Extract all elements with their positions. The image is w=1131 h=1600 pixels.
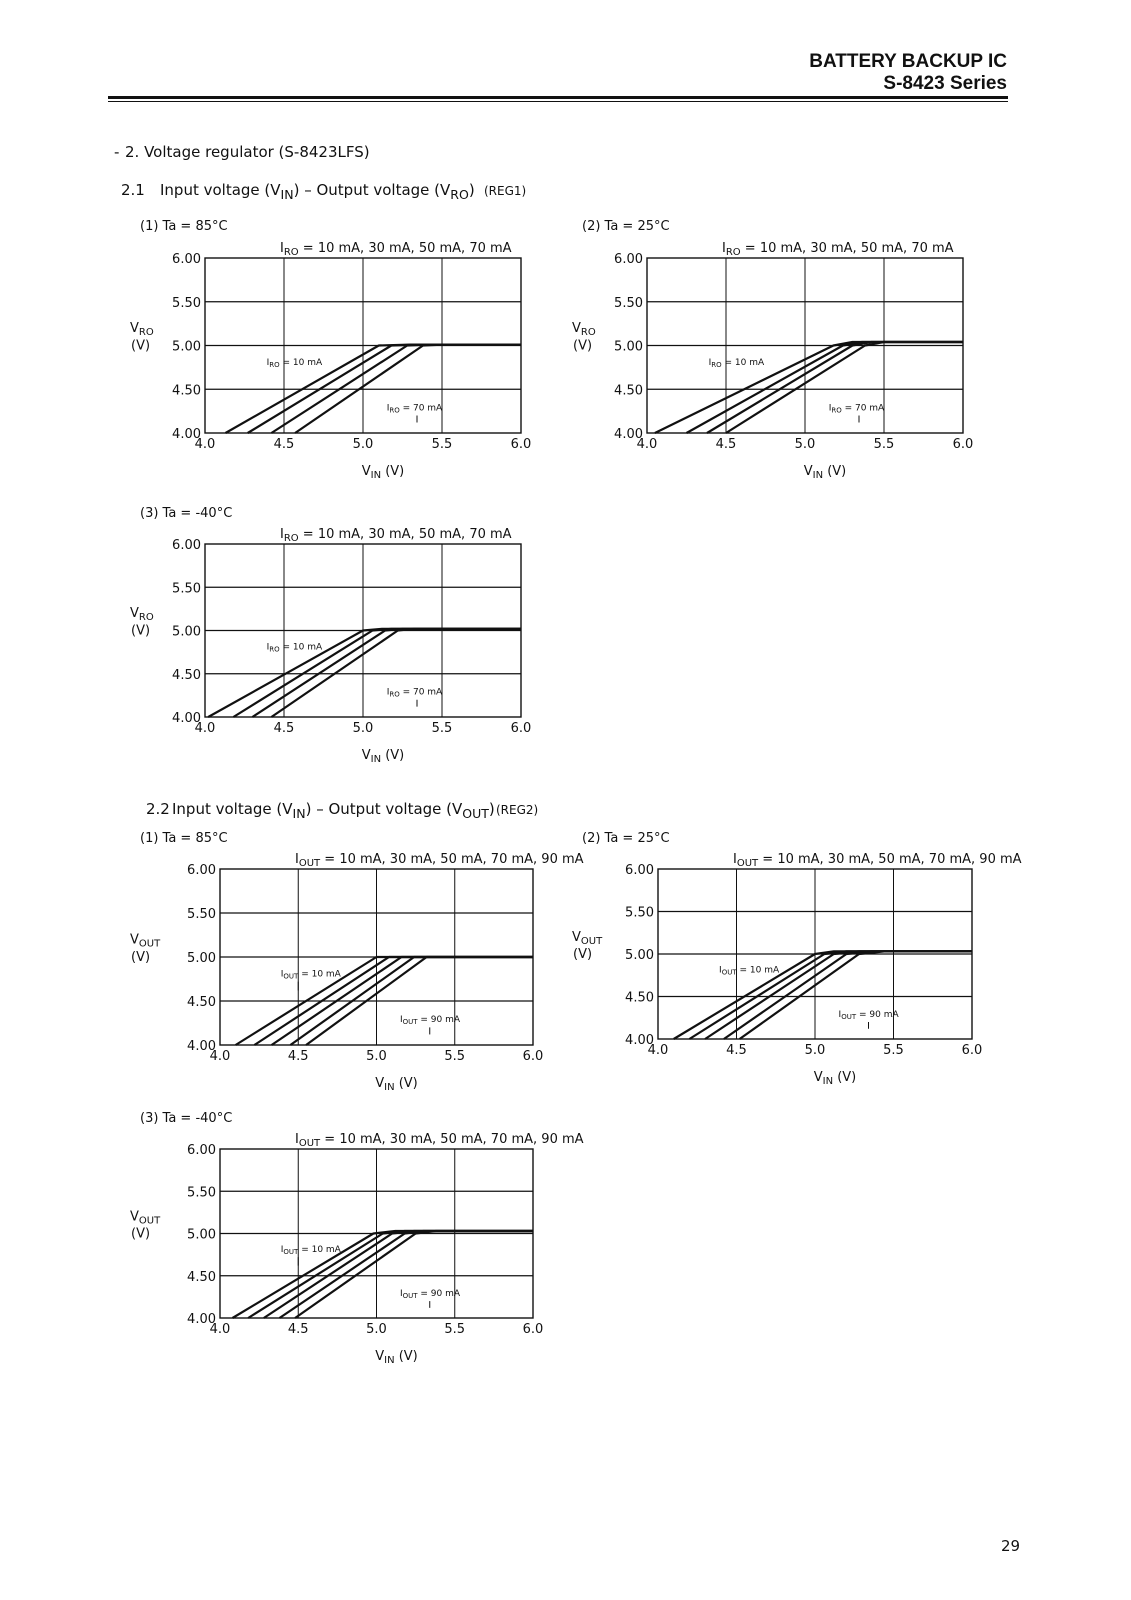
annotation-low-current: $I_{RO} = 10$ mA bbox=[266, 642, 323, 654]
legend-label: $I_{OUT} = 10$ mA, 30 mA, 50 mA, 70 mA, 90 mA bbox=[733, 852, 1022, 869]
y-tick-label: 5.00 bbox=[614, 339, 643, 355]
y-axis-label: $V_{OUT}$ bbox=[130, 1209, 161, 1227]
y-tick-label: 5.00 bbox=[172, 624, 201, 640]
subsection-2-1-number: 2.1 bbox=[121, 181, 145, 199]
y-tick-label: 6.00 bbox=[172, 252, 201, 267]
x-tick-label: 4.0 bbox=[209, 1049, 231, 1064]
subsection-2-1-tag: (REG1) bbox=[484, 184, 527, 198]
y-axis-unit: (V) bbox=[131, 1226, 151, 1242]
x-tick-label: 5.5 bbox=[444, 1322, 466, 1337]
y-tick-label: 5.50 bbox=[172, 581, 201, 597]
y-axis-label: $V_{RO}$ bbox=[130, 606, 154, 624]
panel-label: (1) Ta = 85°C bbox=[140, 219, 228, 234]
subsection-2-2-title: Input voltage $(V_{IN})$ – Output voltage $(V_{OUT})$ bbox=[172, 800, 495, 821]
x-tick-label: 4.5 bbox=[715, 437, 737, 452]
x-tick-label: 5.0 bbox=[366, 1322, 387, 1337]
x-tick-label: 5.0 bbox=[352, 437, 374, 452]
x-tick-label: 5.0 bbox=[794, 437, 816, 452]
chart-reg1-minus40c bbox=[125, 502, 545, 772]
panel-label: (2) Ta = 25°C bbox=[582, 831, 670, 846]
x-tick-label: 4.5 bbox=[287, 1322, 309, 1337]
y-tick-label: 6.00 bbox=[187, 1143, 216, 1158]
x-tick-label: 4.0 bbox=[209, 1322, 231, 1337]
y-axis-unit: (V) bbox=[131, 623, 151, 639]
y-axis-label: $V_{RO}$ bbox=[130, 321, 154, 338]
y-tick-label: 4.00 bbox=[172, 711, 201, 726]
chart-reg2-25c bbox=[567, 827, 1022, 1097]
y-tick-label: 5.50 bbox=[625, 905, 654, 921]
annotation-high-current: $I_{OUT} = 90$ mA bbox=[399, 1289, 461, 1301]
y-axis-label: $V_{OUT}$ bbox=[130, 932, 161, 950]
annotation-low-current: $I_{OUT} = 10$ mA bbox=[719, 965, 780, 977]
header-rule-thin bbox=[108, 101, 1008, 102]
x-axis-label: $V_{IN}$ (V) bbox=[375, 1349, 418, 1366]
series-line bbox=[674, 951, 972, 1039]
y-axis-label: $V_{OUT}$ bbox=[572, 930, 603, 947]
x-tick-label: 5.0 bbox=[352, 721, 374, 736]
x-tick-label: 5.0 bbox=[366, 1049, 387, 1064]
series-line bbox=[655, 342, 963, 433]
annotation-low-current: $I_{OUT} = 10$ mA bbox=[280, 969, 341, 981]
x-tick-label: 4.0 bbox=[194, 721, 216, 736]
x-tick-label: 6.0 bbox=[522, 1049, 544, 1064]
subsection-2-1-title: Input voltage $(V_{IN})$ – Output voltage $(V_{RO})$ bbox=[160, 181, 475, 202]
header-title: BATTERY BACKUP IC bbox=[809, 51, 1007, 72]
series-line bbox=[233, 629, 521, 717]
y-axis-unit: (V) bbox=[573, 947, 593, 962]
legend-label: $I_{OUT} = 10$ mA, 30 mA, 50 mA, 70 mA, 90 mA bbox=[295, 1132, 584, 1149]
y-tick-label: 5.50 bbox=[172, 295, 201, 311]
x-axis-label: $V_{IN}$ (V) bbox=[803, 464, 847, 481]
x-tick-label: 6.0 bbox=[510, 721, 532, 736]
y-tick-label: 5.00 bbox=[187, 951, 216, 966]
x-tick-label: 4.0 bbox=[636, 437, 658, 452]
legend-label: $I_{RO} = 10$ mA, 30 mA, 50 mA, 70 mA bbox=[722, 241, 954, 258]
x-tick-label: 4.5 bbox=[726, 1043, 747, 1058]
panel-label: (1) Ta = 85°C bbox=[140, 831, 228, 846]
page-number: 29 bbox=[1001, 1537, 1021, 1555]
panel-label: (3) Ta = -40°C bbox=[140, 506, 233, 521]
y-tick-label: 6.00 bbox=[187, 863, 216, 878]
x-tick-label: 6.0 bbox=[961, 1043, 983, 1058]
series-line bbox=[724, 951, 972, 1039]
y-tick-label: 5.50 bbox=[187, 1185, 216, 1201]
header-series: S-8423 Series bbox=[883, 73, 1007, 94]
annotation-high-current: $I_{OUT} = 90$ mA bbox=[399, 1015, 461, 1027]
y-tick-label: 5.00 bbox=[187, 1227, 216, 1243]
legend-label: $I_{RO} = 10$ mA, 30 mA, 50 mA, 70 mA bbox=[280, 241, 512, 258]
section-bullet: - bbox=[114, 143, 120, 161]
panel-label: (2) Ta = 25°C bbox=[582, 219, 670, 234]
x-tick-label: 4.5 bbox=[273, 437, 295, 452]
y-tick-label: 4.50 bbox=[172, 667, 201, 683]
x-tick-label: 4.0 bbox=[647, 1043, 669, 1058]
x-axis-label: $V_{IN}$ (V) bbox=[361, 464, 405, 481]
subsection-2-2-tag: (REG2) bbox=[496, 803, 539, 817]
x-axis-label: $V_{IN}$ (V) bbox=[813, 1070, 857, 1087]
y-tick-label: 4.50 bbox=[187, 1269, 216, 1285]
x-axis-label: $V_{IN}$ (V) bbox=[361, 748, 405, 765]
x-tick-label: 4.0 bbox=[194, 437, 216, 452]
subsection-2-2-number: 2.2 bbox=[146, 800, 170, 818]
legend-label: $I_{RO} = 10$ mA, 30 mA, 50 mA, 70 mA bbox=[280, 527, 512, 544]
x-tick-label: 5.5 bbox=[444, 1049, 466, 1064]
annotation-high-current: $I_{RO} = 70$ mA bbox=[828, 403, 885, 415]
y-tick-label: 4.50 bbox=[625, 990, 654, 1006]
y-tick-label: 4.50 bbox=[187, 995, 216, 1010]
x-tick-label: 5.0 bbox=[804, 1043, 826, 1058]
y-tick-label: 4.00 bbox=[172, 427, 201, 442]
y-axis-unit: (V) bbox=[573, 338, 593, 354]
y-tick-label: 4.00 bbox=[187, 1312, 216, 1327]
y-axis-label: $V_{RO}$ bbox=[572, 321, 596, 338]
x-tick-label: 6.0 bbox=[952, 437, 974, 452]
x-tick-label: 6.0 bbox=[522, 1322, 544, 1337]
section-title: 2. Voltage regulator (S-8423LFS) bbox=[125, 143, 370, 161]
y-tick-label: 4.00 bbox=[625, 1033, 654, 1048]
chart-reg2-85c bbox=[125, 827, 584, 1097]
y-tick-label: 4.00 bbox=[187, 1039, 216, 1054]
y-tick-label: 5.50 bbox=[614, 295, 643, 311]
y-tick-label: 4.50 bbox=[172, 383, 201, 399]
y-tick-label: 4.00 bbox=[614, 427, 643, 442]
legend-label: $I_{OUT} = 10$ mA, 30 mA, 50 mA, 70 mA, 90 mA bbox=[295, 852, 584, 869]
y-axis-unit: (V) bbox=[131, 950, 151, 965]
y-tick-label: 6.00 bbox=[614, 252, 643, 267]
y-tick-label: 5.00 bbox=[625, 948, 654, 963]
series-line bbox=[740, 951, 972, 1039]
annotation-low-current: $I_{RO} = 10$ mA bbox=[708, 357, 765, 369]
annotation-high-current: $I_{RO} = 70$ mA bbox=[386, 403, 443, 415]
y-tick-label: 6.00 bbox=[625, 863, 654, 878]
x-tick-label: 6.0 bbox=[510, 437, 532, 452]
x-tick-label: 5.5 bbox=[873, 437, 895, 452]
x-tick-label: 5.5 bbox=[431, 721, 453, 736]
x-tick-label: 5.5 bbox=[431, 437, 453, 452]
y-axis-unit: (V) bbox=[131, 338, 151, 354]
y-tick-label: 6.00 bbox=[172, 538, 201, 553]
annotation-low-current: $I_{RO} = 10$ mA bbox=[266, 357, 323, 369]
x-tick-label: 4.5 bbox=[287, 1049, 309, 1064]
x-tick-label: 4.5 bbox=[273, 721, 295, 736]
x-axis-label: $V_{IN}$ (V) bbox=[375, 1076, 418, 1093]
annotation-high-current: $I_{OUT} = 90$ mA bbox=[838, 1009, 899, 1021]
y-tick-label: 5.50 bbox=[187, 907, 216, 922]
x-tick-label: 5.5 bbox=[883, 1043, 904, 1058]
y-tick-label: 4.50 bbox=[614, 383, 643, 399]
series-line bbox=[726, 342, 963, 433]
chart-reg1-85c bbox=[125, 215, 545, 485]
series-line bbox=[233, 1231, 534, 1318]
chart-reg1-25c bbox=[567, 215, 987, 485]
annotation-low-current: $I_{OUT} = 10$ mA bbox=[280, 1245, 341, 1257]
y-tick-label: 5.00 bbox=[172, 339, 201, 355]
header-rule-thick bbox=[108, 96, 1008, 99]
chart-reg2-minus40c bbox=[125, 1107, 584, 1377]
annotation-high-current: $I_{RO} = 70$ mA bbox=[386, 687, 443, 699]
panel-label: (3) Ta = -40°C bbox=[140, 1111, 233, 1126]
